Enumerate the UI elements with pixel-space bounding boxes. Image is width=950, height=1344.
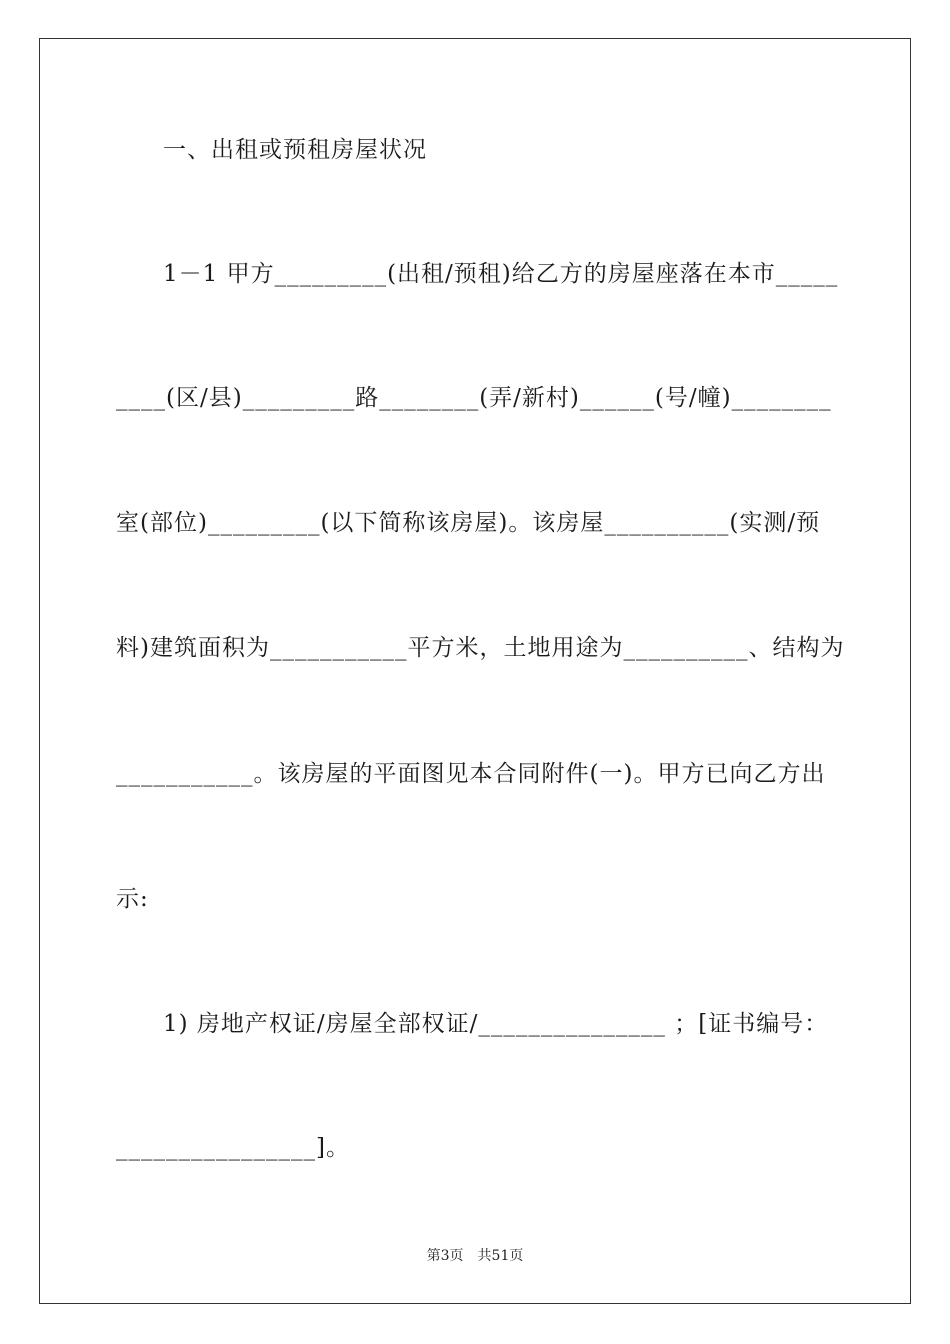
paragraph-line-6: 示: [116, 886, 149, 912]
paragraph-line-3: 室(部位)_________(以下简称该房屋)。该房屋__________(实测/预 [116, 510, 821, 536]
paragraph-line-8: ________________]。 [116, 1135, 350, 1161]
section-heading: 一、出租或预租房屋状况 [163, 137, 427, 163]
paragraph-line-5: ___________。该房屋的平面图见本合同附件(一)。甲方已向乙方出 [116, 761, 826, 787]
paragraph-line-4: 料)建筑面积为___________平方米，土地用途为__________、结构为 [116, 635, 845, 661]
paragraph-line-2: ____(区/县)_________路________(弄/新村)______(号/幢)________ [116, 385, 832, 411]
page-footer [0, 1246, 950, 1266]
paragraph-line-7: 1) 房地产权证/房屋全部权证/_______________ ；[证书编号： [163, 1011, 829, 1037]
paragraph-line-1: 1－1 甲方_________(出租/预租)给乙方的房屋座落在本市_____ [163, 261, 839, 287]
page-border [39, 38, 911, 1304]
page-total: 共51页 [477, 1248, 524, 1264]
page-number: 第3页 [426, 1248, 464, 1264]
